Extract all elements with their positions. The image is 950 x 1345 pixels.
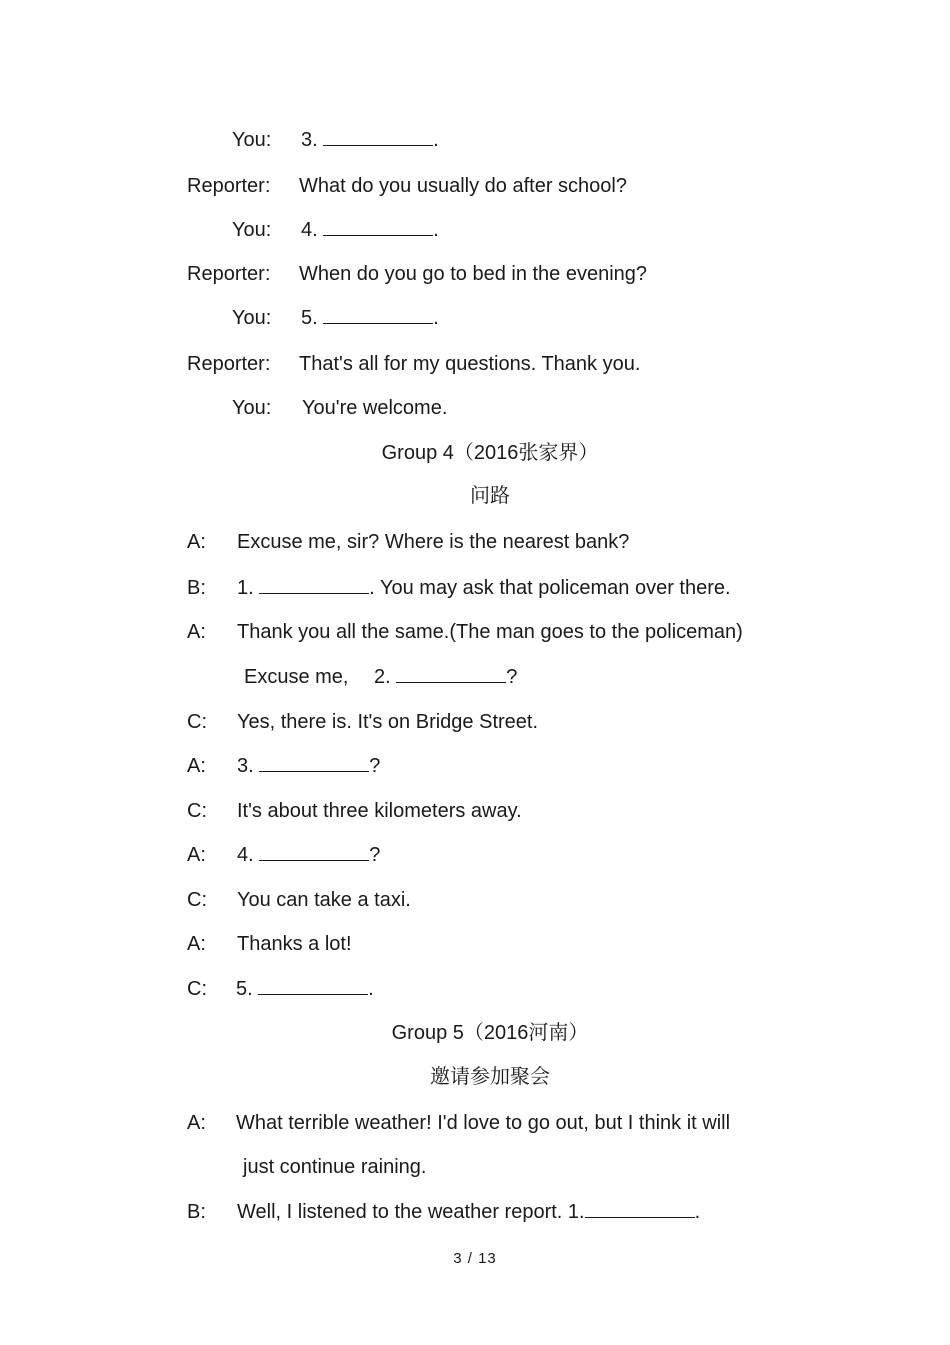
speaker-label: A: [187,1112,206,1134]
dialogue-text: You can take a taxi. [237,889,411,911]
dialogue-text: just continue raining. [243,1156,427,1178]
speaker-label: A: [187,755,206,777]
dialogue-text: Thanks a lot! [237,933,352,955]
speaker-label: A: [187,621,206,643]
dialogue-text: Thank you all the same.(The man goes to the policeman) [237,621,743,643]
answer-number: Well, I listened to the weather report. 1. . [237,1201,701,1223]
speaker-label: C: [187,978,207,1000]
answer-blank [323,128,433,146]
speaker-label: You: [232,397,272,419]
speaker-label: Reporter: [187,353,271,375]
dialogue-text: When do you go to bed in the evening? [299,263,648,285]
group-title: Group 5（2016河南） [391,1022,589,1044]
speaker-label: A: [187,531,206,553]
answer-number: 2. ? [374,666,518,688]
answer-number: 3. ? [237,755,381,777]
speaker-label: B: [187,577,206,599]
dialogue-text: You're welcome. [302,397,448,419]
answer-blank [396,665,506,683]
speaker-label: B: [187,1201,206,1223]
answer-number: 4. ? [237,844,381,866]
answer-blank [323,306,433,324]
speaker-label: A: [187,844,206,866]
answer-blank [258,977,368,995]
speaker-label: You: [232,129,272,151]
speaker-label: Reporter: [187,175,271,197]
dialogue-text: Yes, there is. It's on Bridge Street. [237,711,539,733]
speaker-label: C: [187,800,207,822]
answer-blank [585,1200,695,1218]
dialogue-text: That's all for my questions. Thank you. [299,353,641,375]
dialogue-text: Excuse me, [244,666,349,688]
answer-number: 4. . [301,219,439,241]
answer-number: 1. . You may ask that policeman over there. [237,577,731,599]
answer-blank [259,576,369,594]
speaker-label: C: [187,889,207,911]
dialogue-text: What do you usually do after school? [299,175,627,197]
group-subtitle: 问路 [470,485,510,507]
dialogue-text: What terrible weather! I'd love to go out, but I think it will [236,1112,731,1134]
speaker-label: You: [232,307,272,329]
answer-blank [259,843,369,861]
speaker-label: Reporter: [187,263,271,285]
answer-number: 5. . [301,307,439,329]
answer-number: 3. . [301,129,439,151]
page-number: 3 / 13 [453,1250,497,1267]
dialogue-text: It's about three kilometers away. [237,800,522,822]
group-subtitle: 邀请参加聚会 [430,1066,550,1088]
answer-blank [323,218,433,236]
dialogue-text: Excuse me, sir? Where is the nearest bank? [237,531,630,553]
speaker-label: C: [187,711,207,733]
speaker-label: A: [187,933,206,955]
speaker-label: You: [232,219,272,241]
group-title: Group 4（2016张家界） [381,442,599,464]
answer-number: 5. . [236,978,374,1000]
answer-blank [259,754,369,772]
